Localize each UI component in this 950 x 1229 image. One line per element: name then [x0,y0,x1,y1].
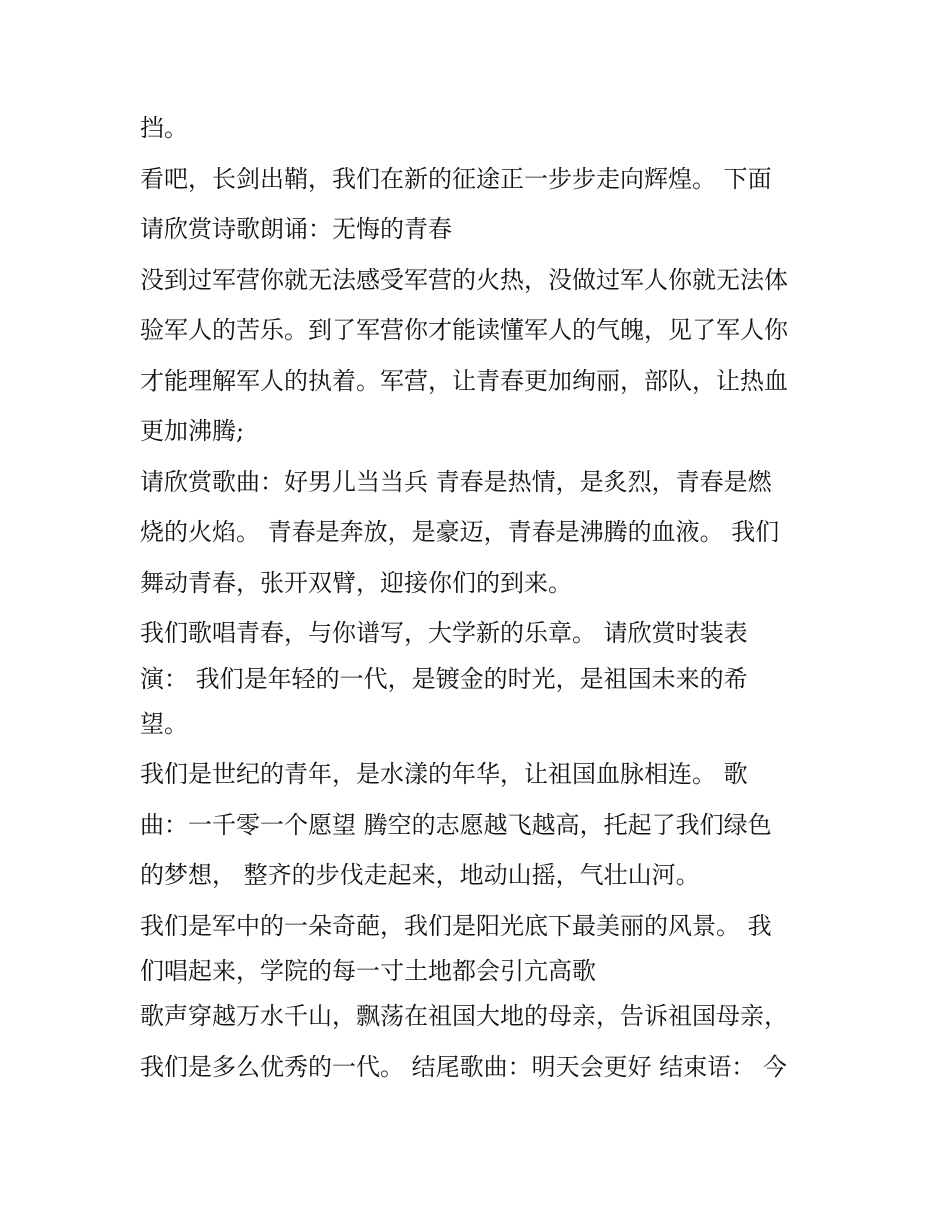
text-line: 请欣赏诗歌朗诵：无悔的青春 [140,215,452,243]
text-line: 我们歌唱青春，与你谱写，大学新的乐章。 请欣赏时装表 [140,619,748,647]
text-line: 更加沸腾; [140,417,245,445]
text-line: 我们是世纪的青年，是水漾的年华，让祖国血脉相连。 歌 [140,760,748,788]
text-line: 烧的火焰。 青春是奔放，是豪迈，青春是沸腾的血液。 我们 [140,518,780,546]
text-line: 我们是军中的一朵奇葩，我们是阳光底下最美丽的风景。 我 [140,911,772,940]
text-line: 才能理解军人的执着。军营，让青春更加绚丽，部队，让热血 [140,366,788,395]
text-line: 演： 我们是年轻的一代，是镀金的时光，是祖国未来的希 [140,664,748,693]
text-line: 验军人的苦乐。到了军营你才能读懂军人的气魄，见了军人你 [140,316,788,344]
text-line: 挡。 [140,114,188,142]
text-line: 们唱起来，学院的每一寸土地都会引亢高歌 [140,957,596,985]
text-line: 的梦想， 整齐的步伐走起来，地动山摇，气壮山河。 [140,861,700,889]
document-body [140,103,830,1092]
text-line: 歌声穿越万水千山，飘荡在祖国大地的母亲，告诉祖国母亲， [140,1002,788,1030]
text-line: 望。 [140,709,188,738]
text-line: 请欣赏歌曲：好男儿当当兵 青春是热情，是炙烈，青春是燃 [140,467,772,496]
text-line: 我们是多么优秀的一代。 结尾歌曲：明天会更好 结束语： 今 [140,1052,787,1081]
text-line: 看吧，长剑出鞘，我们在新的征途正一步步走向辉煌。 下面 [140,164,772,193]
text-line: 曲：一千零一个愿望 腾空的志愿越飞越高，托起了我们绿色 [140,810,772,839]
text-line: 舞动青春，张开双臂，迎接你们的到来。 [140,568,572,597]
text-line: 没到过军营你就无法感受军营的火热，没做过军人你就无法体 [140,265,788,294]
